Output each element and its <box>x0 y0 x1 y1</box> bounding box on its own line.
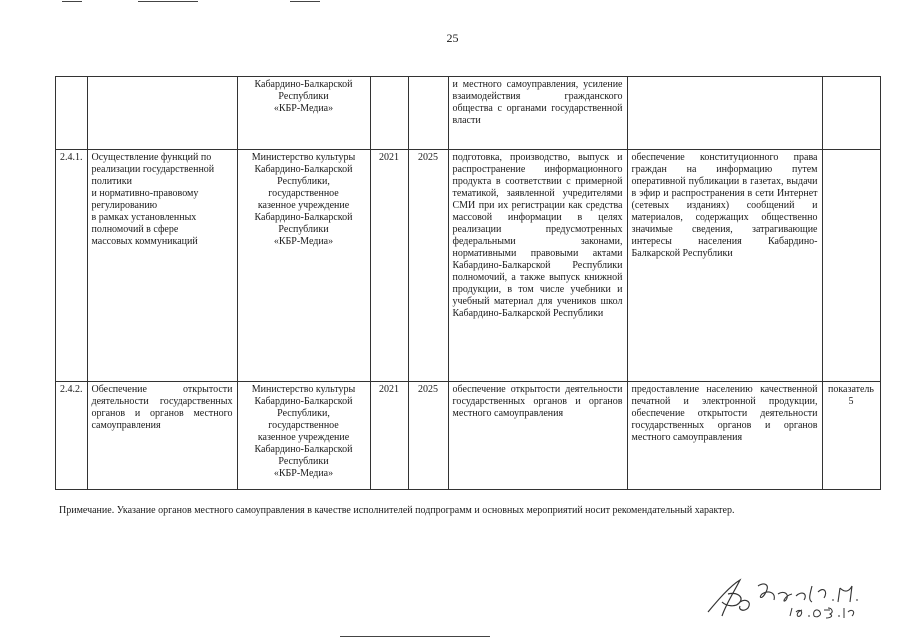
scan-artifact-line <box>290 1 320 2</box>
indicator-cell <box>822 77 880 150</box>
content-cell: подготовка, производство, выпуск и распространение информационного продукта в соответствии с примерной тематикой, заявленной учредителями СМИ при их регистрации как средства массовой информации в целях реализации предусмотренных федеральными законами, нормативными правовыми актами Кабардино-Балкарской Республики полномочий, а также выпуск книжной продукции, в том числе учебники и учебный материал для учеников школ Кабардино-Балкарской Республики <box>448 150 627 382</box>
activity-name-cell <box>87 77 237 150</box>
end-year-cell <box>408 77 448 150</box>
handwritten-signature <box>700 572 890 622</box>
table-row <box>56 150 881 382</box>
indicator-cell <box>822 150 880 382</box>
content-cell: обеспечение открытости деятельности государственных органов и органов местного самоуправления <box>448 382 627 490</box>
scan-artifact-line <box>62 1 82 2</box>
row-number-cell: 2.4.1. <box>56 150 88 382</box>
start-year-cell: 2021 <box>370 382 408 490</box>
table-row <box>56 77 881 150</box>
result-cell <box>627 77 822 150</box>
executor-cell: Министерство культуры Кабардино-Балкарской Республики, государственное казенное учреждение Кабардино-Балкарской Республики «КБР-Медиа» <box>237 382 370 490</box>
end-year-cell: 2025 <box>408 382 448 490</box>
start-year-cell <box>370 77 408 150</box>
end-year-cell: 2025 <box>408 150 448 382</box>
activity-name-cell: Обеспечение открытости деятельности государственных органов и органов местного самоуправления <box>87 382 237 490</box>
start-year-cell: 2021 <box>370 150 408 382</box>
scan-artifact-line <box>340 636 490 637</box>
content-cell: и местного самоуправления, усиление взаимодействия гражданского общества с органами государственной власти <box>448 77 627 150</box>
footnote: Примечание. Указание органов местного самоуправления в качестве исполнителей подпрограмм и основных мероприятий носит рекомендательный характер. <box>59 505 735 516</box>
page-number: 25 <box>446 31 459 45</box>
program-activities-table <box>55 76 881 490</box>
result-cell: предоставление населению качественной печатной и электронной продукции, обеспечение открытости деятельности государственных органов и органов местного самоуправления <box>627 382 822 490</box>
indicator-cell: показатель 5 <box>822 382 880 490</box>
executor-cell: Кабардино-Балкарской Республики «КБР-Медиа» <box>237 77 370 150</box>
executor-cell: Министерство культуры Кабардино-Балкарской Республики, государственное казенное учреждение Кабардино-Балкарской Республики «КБР-Медиа» <box>237 150 370 382</box>
scan-artifact-line <box>138 1 198 2</box>
activity-name-cell: Осуществление функций по реализации государственной политики и нормативно-правовому регулированию в рамках установленных полномочий в сфере массовых коммуникаций <box>87 150 237 382</box>
row-number-cell <box>56 77 88 150</box>
row-number-cell: 2.4.2. <box>56 382 88 490</box>
table-row <box>56 382 881 490</box>
result-cell: обеспечение конституционного права граждан на информацию путем оперативной публикации в газетах, выдачи в эфир и распространения в сети Интернет (сетевых изданиях) сообщений и материалов, содержащих общественно значимые сведения, затрагивающие интересы населения Кабардино-Балкарской Республики <box>627 150 822 382</box>
